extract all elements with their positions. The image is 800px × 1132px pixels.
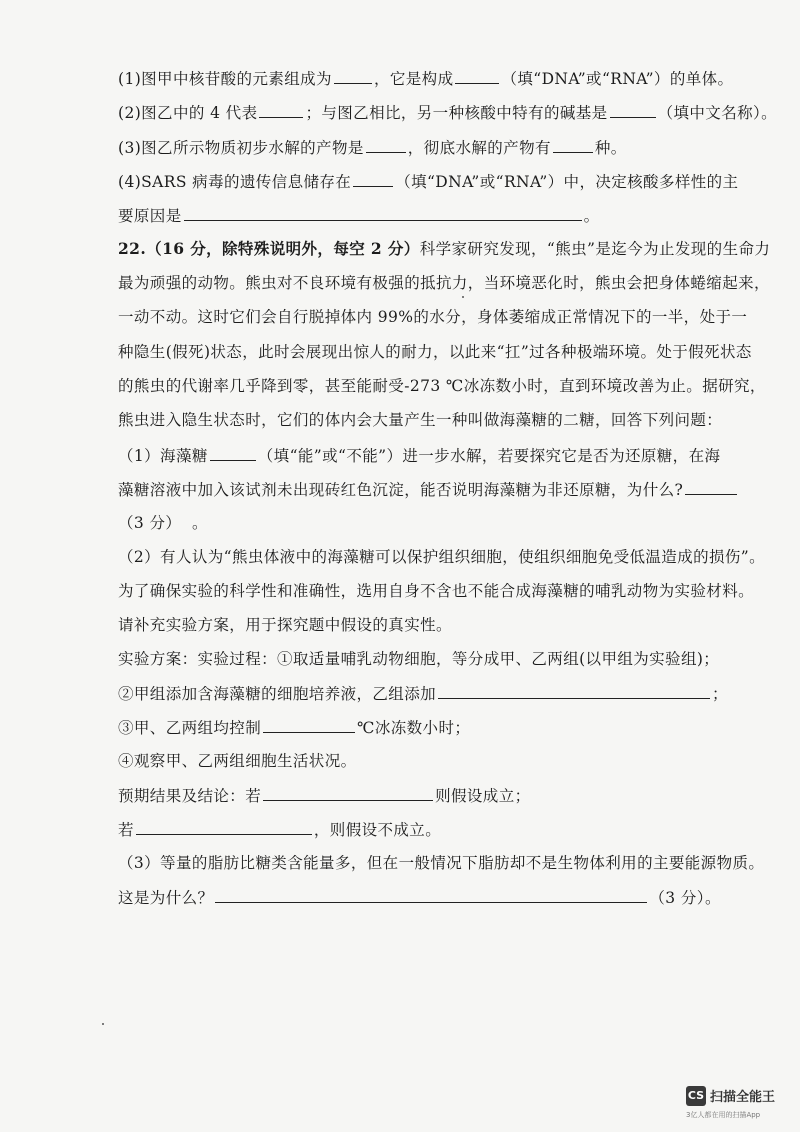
q21-part4-cont: 要原因是 。 <box>118 207 600 225</box>
q22-sub1-line-2: 藻糖溶液中加入该试剂未出现砖红色沉淀，能否说明海藻糖为非还原糖，为什么? <box>118 479 739 500</box>
q22-sub2-line-4: 实验方案：实验过程：①取适量哺乳动物细胞，等分成甲、乙两组(以甲组为实验组)； <box>118 650 720 668</box>
answer-blank[interactable] <box>263 717 355 733</box>
scan-speck <box>102 1023 104 1025</box>
q22-intro-line-6: 熊虫进入隐生状态时，它们的体内会大量产生一种叫做海藻糖的二糖，回答下列问题： <box>118 411 723 429</box>
q22-sub3-line-1: （3）等量的脂肪比糖类含能量多，但在一般情况下脂肪却不是生物体利用的主要能源物质。 <box>118 854 765 872</box>
answer-blank[interactable] <box>184 205 582 221</box>
q22-intro-line-5: 的熊虫的代谢率几乎降到零，甚至能耐受-273 ℃冰冻数小时，直到环境改善为止。据研究， <box>118 377 766 395</box>
q22-intro-line-1: 22.（16 分，除特殊说明外，每空 2 分）科学家研究发现，“熊虫”是迄今为止发现的生命力 <box>118 239 771 258</box>
q22-sub2-line-8: 预期结果及结论：若 则假设成立； <box>118 787 531 805</box>
answer-blank[interactable] <box>334 68 372 84</box>
watermark-title: 扫描全能王 <box>710 1090 776 1105</box>
q21-part3: (3)图乙所示物质初步水解的产物是 ，彻底水解的产物有 种。 <box>118 139 627 157</box>
q22-sub2-line-7: ④观察甲、乙两组细胞生活状况。 <box>118 752 357 770</box>
answer-blank[interactable] <box>263 785 433 801</box>
answer-blank[interactable] <box>210 445 256 461</box>
answer-blank[interactable] <box>438 683 710 699</box>
answer-blank[interactable] <box>455 68 499 84</box>
answer-blank[interactable] <box>259 102 303 118</box>
watermark-subtitle: 3亿人都在用的扫描App <box>686 1111 761 1119</box>
q22-sub2-line-3: 请补充实验方案，用于探究题中假设的真实性。 <box>118 616 452 634</box>
scanner-watermark <box>686 1084 790 1124</box>
q22-intro-line-4: 种隐生(假死)状态，此时会展现出惊人的耐力，以此来“扛”过各种极端环境。处于假死状态 <box>118 343 752 361</box>
answer-blank[interactable] <box>553 137 593 153</box>
camscanner-logo-icon: CS <box>686 1086 706 1106</box>
answer-blank[interactable] <box>610 102 656 118</box>
q22-sub2-line-2: 为了确保实验的科学性和准确性，选用自身不含也不能合成海藻糖的哺乳动物为实验材料。 <box>118 582 755 600</box>
q22-sub2-line-6: ③甲、乙两组均控制 ℃冰冻数小时； <box>118 719 471 737</box>
q22-intro-line-2: 最为顽强的动物。熊虫对不良环境有极强的抵抗力，当环境恶化时，熊虫会把身体蜷缩起来， <box>118 274 770 292</box>
answer-blank[interactable] <box>215 887 647 903</box>
q21-part2: (2)图乙中的 4 代表 ；与图乙相比，另一种核酸中特有的碱基是 （填中文名称）。 <box>118 104 778 122</box>
q22-sub2-line-5: ②甲组添加含海藻糖的细胞培养液，乙组添加 ； <box>118 685 728 703</box>
q22-sub3-line-2: 这是为什么？ （3 分）。 <box>118 889 721 907</box>
q21-part4: (4)SARS 病毒的遗传信息储存在 （填“DNA”或“RNA”）中，决定核酸多样性的主 <box>118 173 739 191</box>
answer-blank[interactable] <box>136 819 312 835</box>
scan-speck <box>462 296 464 298</box>
q22-sub2-line-1: （2）有人认为“熊虫体液中的海藻糖可以保护组织细胞，使组织细胞免受低温造成的损伤”。 <box>118 548 766 566</box>
q22-intro-line-3: 一动不动。这时它们会自行脱掉体内 99%的水分，身体萎缩成正常情况下的一半，处于一 <box>118 308 748 326</box>
q22-sub1-line-1: （1）海藻糖 （填“能”或“不能”）进一步水解，若要探究它是否为还原糖，在海 <box>118 447 721 465</box>
q22-sub2-line-9: 若 ，则假设不成立。 <box>118 821 442 839</box>
q22-header: 22.（16 分，除特殊说明外，每空 2 分） <box>118 239 420 258</box>
q22-sub1-line-3: （3 分） 。 <box>118 514 208 532</box>
answer-blank[interactable] <box>366 137 406 153</box>
answer-blank[interactable] <box>353 171 393 187</box>
q21-part1: (1)图甲中核苷酸的元素组成为 ，它是构成 （填“DNA”或“RNA”）的单体。 <box>118 70 734 88</box>
answer-blank[interactable] <box>685 479 737 495</box>
